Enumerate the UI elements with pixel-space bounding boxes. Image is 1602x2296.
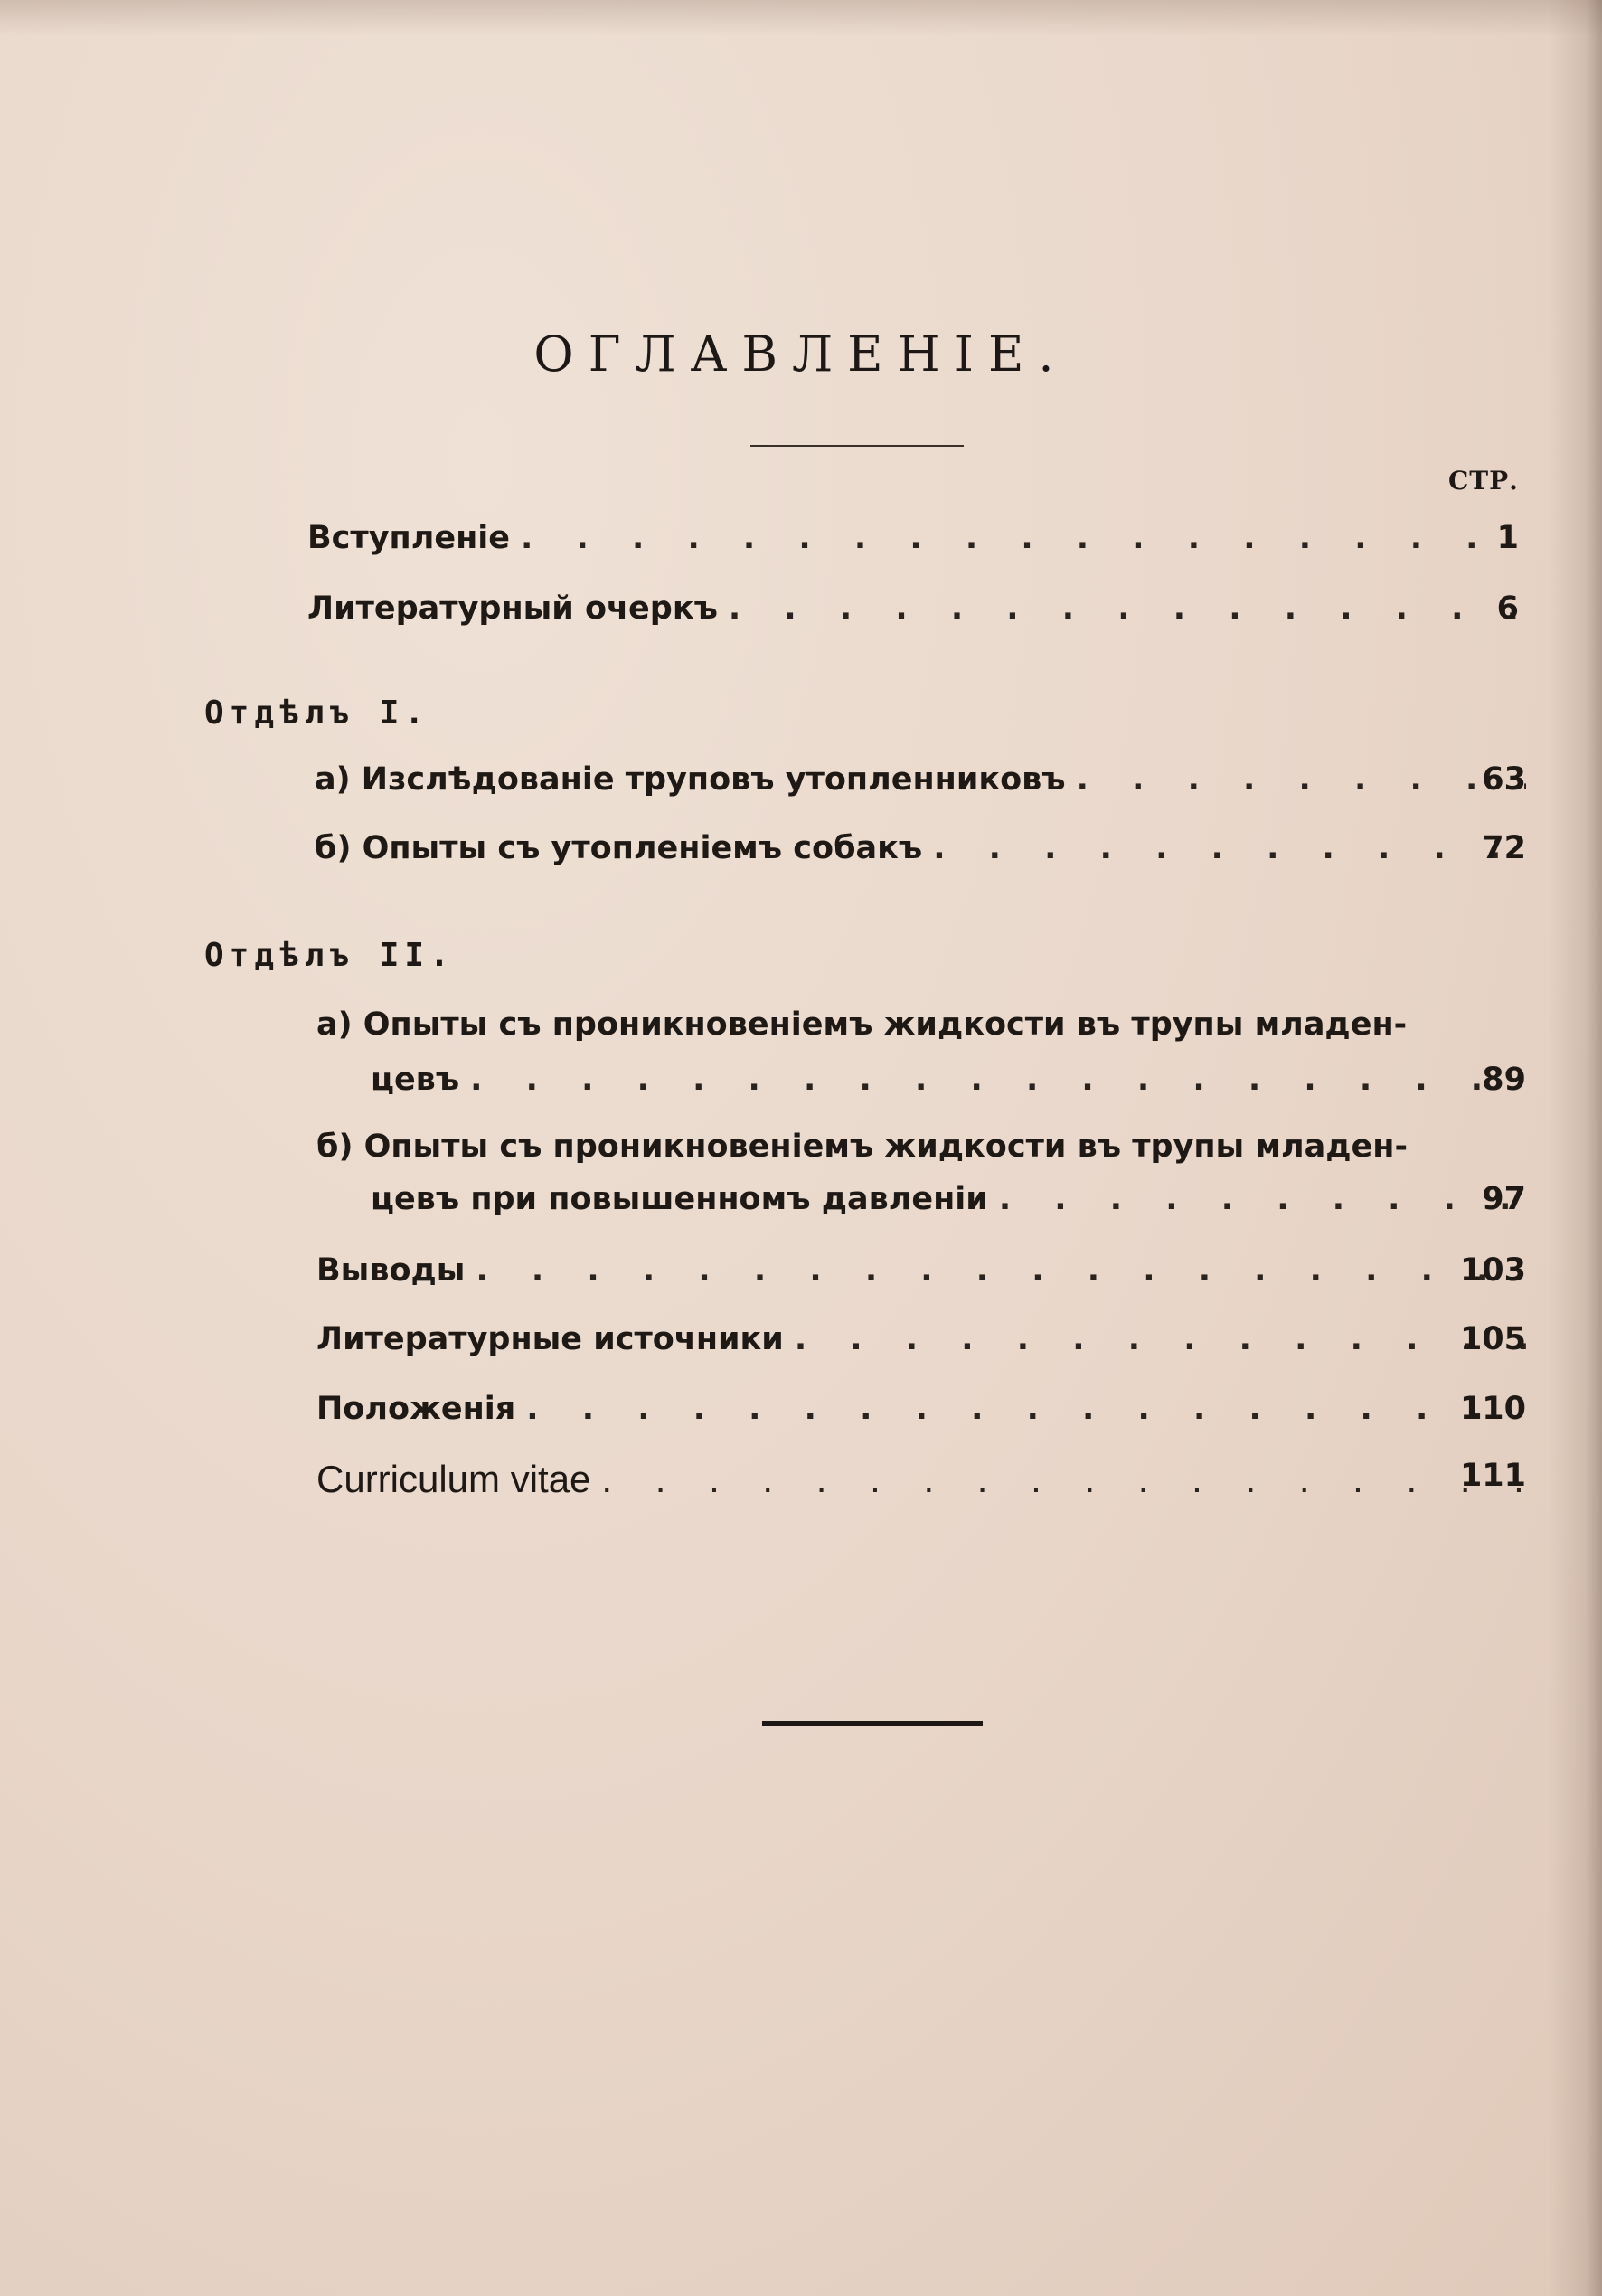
toc-entry-page: 1	[1496, 520, 1519, 556]
leader-dots	[515, 1391, 1526, 1427]
leader-dots	[718, 591, 1519, 627]
section-heading-1: Отдѣлъ I.	[204, 694, 430, 732]
toc-entry-label: Выводы	[316, 1252, 466, 1289]
toc-entry-conclusions	[316, 1252, 1526, 1289]
title-divider	[750, 445, 964, 447]
toc-entry-2b-line1: б) Опыты съ проникновеніемъ жидкости въ трупы младен-	[316, 1129, 1408, 1165]
toc-entry-label: Curriculum vitae	[316, 1458, 591, 1500]
toc-entry-curriculum-vitae	[316, 1458, 1526, 1501]
leader-dots	[784, 1321, 1526, 1357]
toc-entry-2a-line1: а) Опыты съ проникновеніемъ жидкости въ трупы младен-	[316, 1006, 1408, 1043]
leader-dots	[590, 1458, 1526, 1501]
page-title: ОГЛАВЛЕНIЕ.	[533, 326, 1069, 383]
toc-entry-label: цевъ при повышенномъ давленіи	[371, 1181, 988, 1217]
toc-entry-page: 103	[1459, 1252, 1526, 1289]
toc-entry-label: Вступленіе	[307, 520, 510, 556]
toc-entry-literature-review	[307, 591, 1519, 627]
leader-dots	[510, 520, 1519, 556]
toc-entry-page: 63	[1482, 761, 1526, 798]
toc-entry-page: 105	[1459, 1321, 1526, 1357]
toc-entry-label: а) Изслѣдованіе труповъ утопленниковъ	[315, 761, 1066, 798]
toc-entry-intro	[307, 520, 1519, 556]
leader-dots	[459, 1062, 1526, 1098]
page-shadow-top	[0, 0, 1602, 36]
toc-entry-sources	[316, 1321, 1526, 1357]
page-column-label: СТР.	[1448, 466, 1519, 496]
toc-entry-1b	[315, 830, 1526, 866]
toc-entry-label: Литературные источники	[316, 1321, 784, 1357]
toc-entry-2a	[371, 1062, 1526, 1098]
toc-entry-page: 72	[1482, 830, 1526, 866]
leader-dots	[465, 1252, 1526, 1289]
leader-dots	[922, 830, 1526, 866]
toc-entry-page: 6	[1496, 591, 1519, 627]
toc-entry-page: 97	[1482, 1181, 1526, 1217]
toc-entry-theses	[316, 1391, 1526, 1427]
toc-entry-2b	[371, 1181, 1526, 1217]
toc-entry-label: Положенія	[316, 1391, 516, 1427]
toc-entry-page: 111	[1459, 1458, 1526, 1494]
end-rule	[762, 1721, 983, 1726]
toc-entry-label: Литературный очеркъ	[307, 591, 718, 627]
toc-entry-page: 89	[1482, 1062, 1526, 1098]
section-heading-2: Отдѣлъ II.	[204, 937, 455, 974]
toc-entry-label: б) Опыты съ утопленіемъ собакъ	[315, 830, 923, 866]
toc-entry-1a	[315, 761, 1526, 798]
toc-entry-page: 110	[1459, 1391, 1526, 1427]
toc-entry-label: цевъ	[371, 1062, 460, 1098]
